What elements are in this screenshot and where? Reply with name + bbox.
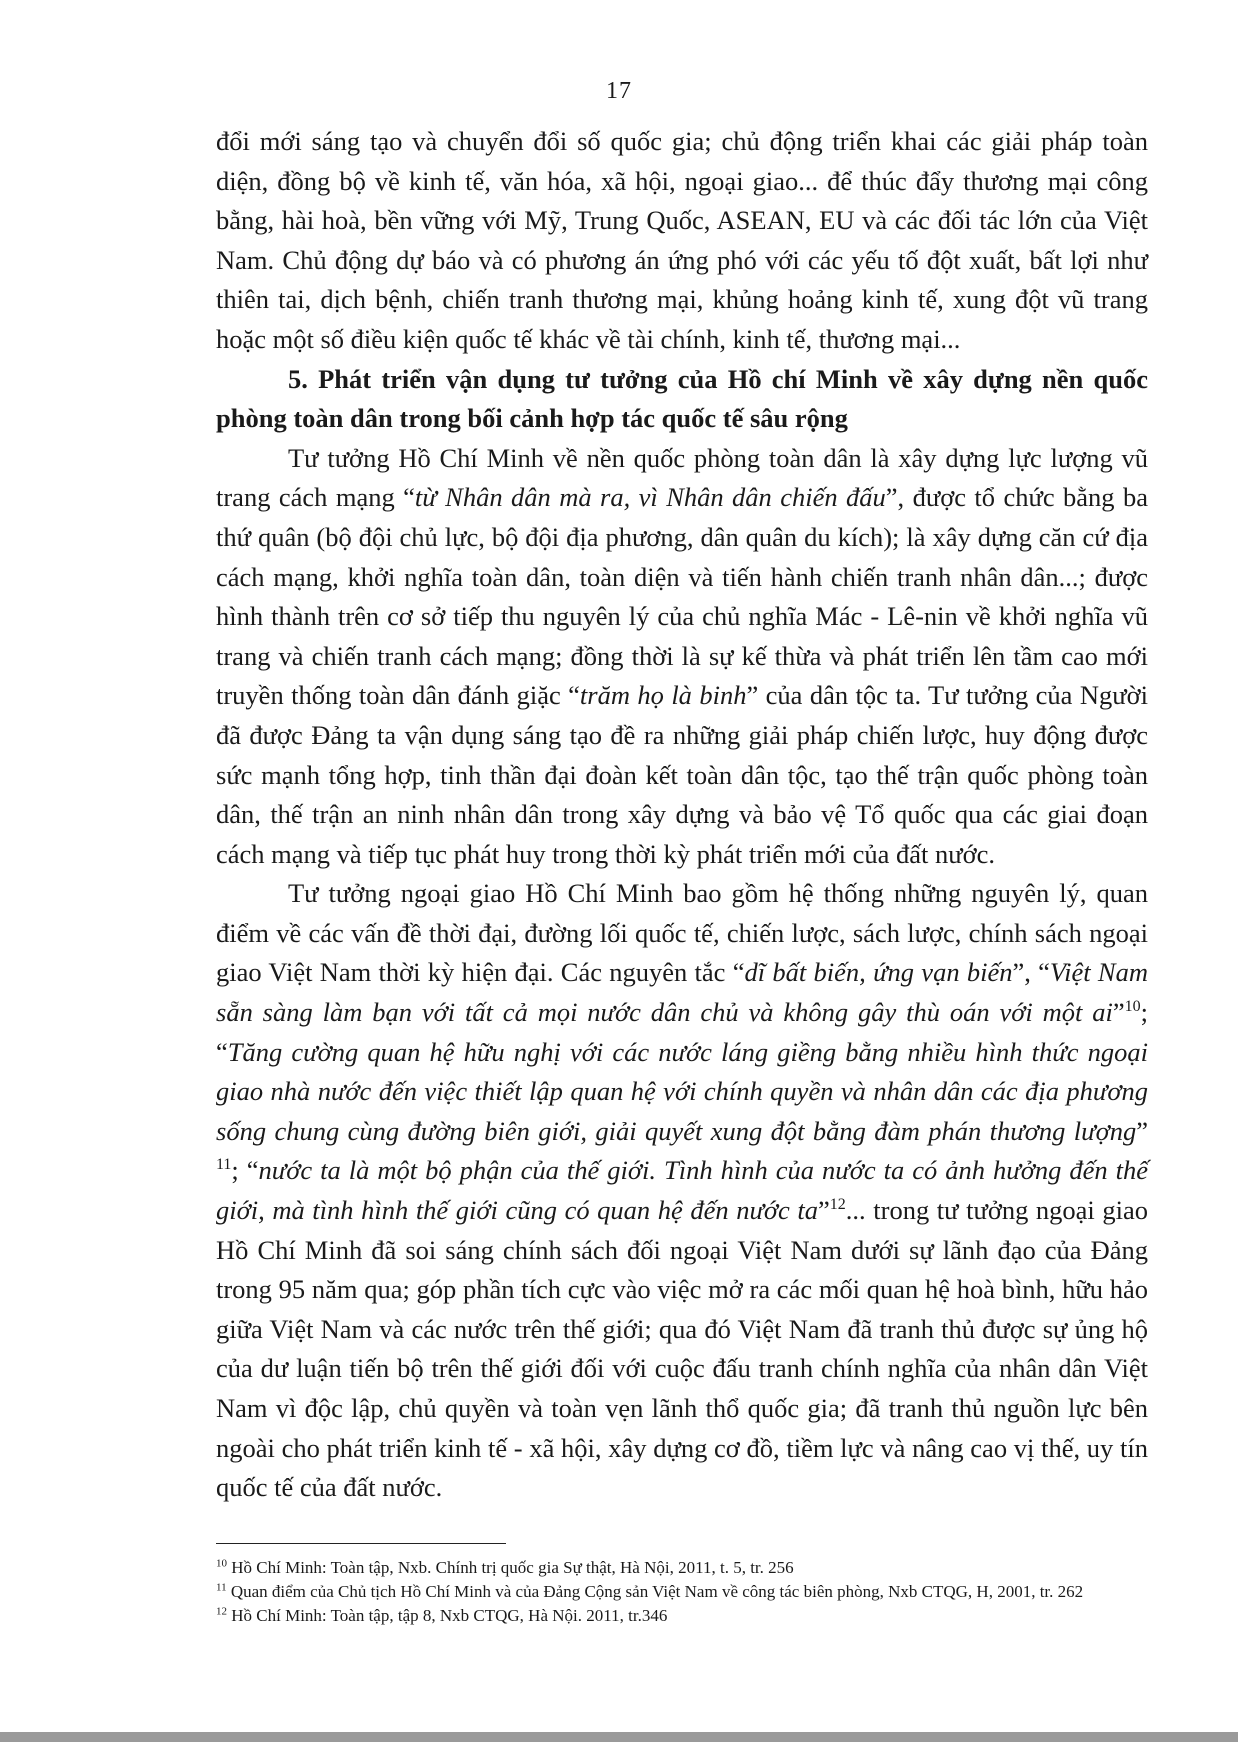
footnote-text: Hồ Chí Minh: Toàn tập, tập 8, Nxb CTQG, Hà Nội. 2011, tr.346	[227, 1606, 668, 1625]
quote-italic: từ Nhân dân mà ra, vì Nhân dân chiến đấu	[414, 482, 886, 513]
quote-italic: dĩ bất biến, ứng vạn biến	[744, 957, 1013, 988]
text-run: Tư tưởng ngoại giao Hồ Chí Minh bao gồm hệ thống những nguyên lý, quan điểm về các vấn đề thời đại, đường lối quốc tế, chiến lược, sách lược, chính sách ngoại giao Việt Nam thời kỳ hiện đại. Các nguyên tắc “	[216, 878, 1148, 988]
text-run: ”	[818, 1195, 830, 1226]
footnote-divider	[216, 1543, 506, 1544]
page-number: 17	[606, 78, 632, 104]
footnote-text: Quan điểm của Chủ tịch Hồ Chí Minh và của Đảng Cộng sản Việt Nam về công tác biên phòng, Nxb CTQG, H, 2001, tr. 262	[226, 1582, 1084, 1601]
footnote-mark: 12	[216, 1605, 227, 1618]
footnote-ref-12: 12	[829, 1196, 846, 1214]
quote-italic: trăm họ là binh	[579, 680, 747, 711]
text-run: ”, được tổ chức bằng ba thứ quân (bộ đội chủ lực, bộ đội địa phương, dân quân du kích); là xây dựng căn cứ địa cách mạng, khởi nghĩa toàn dân, toàn diện và tiến hành chiến tranh nhân dân...; được hình thành trên cơ sở tiếp thu nguyên lý của chủ nghĩa Mác - Lê-nin về khởi nghĩa vũ trang và chiến tranh cách mạng; đồng thời là sự kế thừa và phát triển lên tầm cao mới truyền thống toàn dân đánh giặc “	[216, 482, 1148, 711]
footnote-12	[216, 1604, 1148, 1628]
paragraph-diplomacy	[216, 874, 1148, 1508]
footnote-11	[216, 1580, 1148, 1604]
quote-italic: Tăng cường quan hệ hữu nghị với các nước láng giềng bằng nhiều hình thức ngoại giao nhà nước đến việc thiết lập quan hệ với chính quyền và nhân dân các địa phương sống chung cùng đường biên giới, giải quyết xung đột bằng đàm phán thương lượng	[216, 1036, 1148, 1146]
footnote-10	[216, 1556, 1148, 1580]
footnote-mark: 10	[216, 1557, 227, 1570]
footnote-ref-10: 10	[1124, 998, 1141, 1016]
text-run: ”	[1136, 1115, 1148, 1146]
footnote-ref-11: 11	[216, 1156, 232, 1174]
footnotes	[216, 1556, 1148, 1628]
text-run: Tư tưởng Hồ Chí Minh về nền quốc phòng toàn dân là xây dựng lực lượng vũ trang cách mạng “	[216, 442, 1148, 513]
body-text	[216, 122, 1148, 1508]
text-run: ”	[1112, 997, 1125, 1028]
quote-italic: Việt Nam sẵn sàng làm bạn với tất cả mọi nước dân chủ và không gây thù oán với một ai	[216, 957, 1148, 1028]
footnote-mark: 11	[216, 1581, 227, 1594]
text-run: ” của dân tộc ta. Tư tưởng của Người đã được Đảng ta vận dụng sáng tạo đề ra những giải pháp chiến lược, huy động được sức mạnh tổng hợp, tinh thần đại đoàn kết toàn dân tộc, tạo thế trận quốc phòng toàn dân, thế trận an ninh nhân dân trong xây dựng và bảo vệ Tổ quốc qua các giai đoạn cách mạng và tiếp tục phát huy trong thời kỳ phát triển mới của đất nước.	[216, 680, 1148, 869]
section-heading: 5. Phát triển vận dụng tư tưởng của Hồ chí Minh về xây dựng nền quốc phòng toàn dân trong bối cảnh hợp tác quốc tế sâu rộng	[216, 363, 1148, 434]
text-run: ”, “	[1012, 957, 1050, 988]
scan-bottom-edge	[0, 1732, 1238, 1742]
footnote-text: Hồ Chí Minh: Toàn tập, Nxb. Chính trị quốc gia Sự thật, Hà Nội, 2011, t. 5, tr. 256	[227, 1558, 794, 1577]
paragraph-continued: đổi mới sáng tạo và chuyển đổi số quốc gia; chủ động triển khai các giải pháp toàn diện, đồng bộ về kinh tế, văn hóa, xã hội, ngoại giao... để thúc đẩy thương mại công bằng, hài hoà, bền vững với Mỹ, Trung Quốc, ASEAN, EU và các đối tác lớn của Việt Nam. Chủ động dự báo và có phương án ứng phó với các yếu tố đột xuất, bất lợi như thiên tai, dịch bệnh, chiến tranh thương mại, khủng hoảng kinh tế, xung đột vũ trang hoặc một số điều kiện quốc tế khác về tài chính, kinh tế, thương mại...	[216, 126, 1148, 354]
text-run: ; “	[216, 997, 1148, 1067]
text-run: ... trong tư tưởng ngoại giao Hồ Chí Minh đã soi sáng chính sách đối ngoại Việt Nam dưới sự lãnh đạo của Đảng trong 95 năm qua; góp phần tích cực vào việc mở ra các mối quan hệ hoà bình, hữu hảo giữa Việt Nam và các nước trên thế giới; qua đó Việt Nam đã tranh thủ được sự ủng hộ của dư luận tiến bộ trên thế giới đối với cuộc đấu tranh chính nghĩa của nhân dân Việt Nam vì độc lập, chủ quyền và toàn vẹn lãnh thổ quốc gia; đã tranh thủ nguồn lực bên ngoài cho phát triển kinh tế - xã hội, xây dựng cơ đồ, tiềm lực và nâng cao vị thế, uy tín quốc tế của đất nước.	[216, 1195, 1149, 1503]
quote-italic: nước ta là một bộ phận của thế giới. Tình hình của nước ta có ảnh hưởng đến thế giới, mà tình hình thế giới cũng có quan hệ đến nước ta	[216, 1155, 1149, 1226]
text-run: ; “	[231, 1155, 259, 1186]
paragraph-national-defense	[216, 439, 1148, 875]
